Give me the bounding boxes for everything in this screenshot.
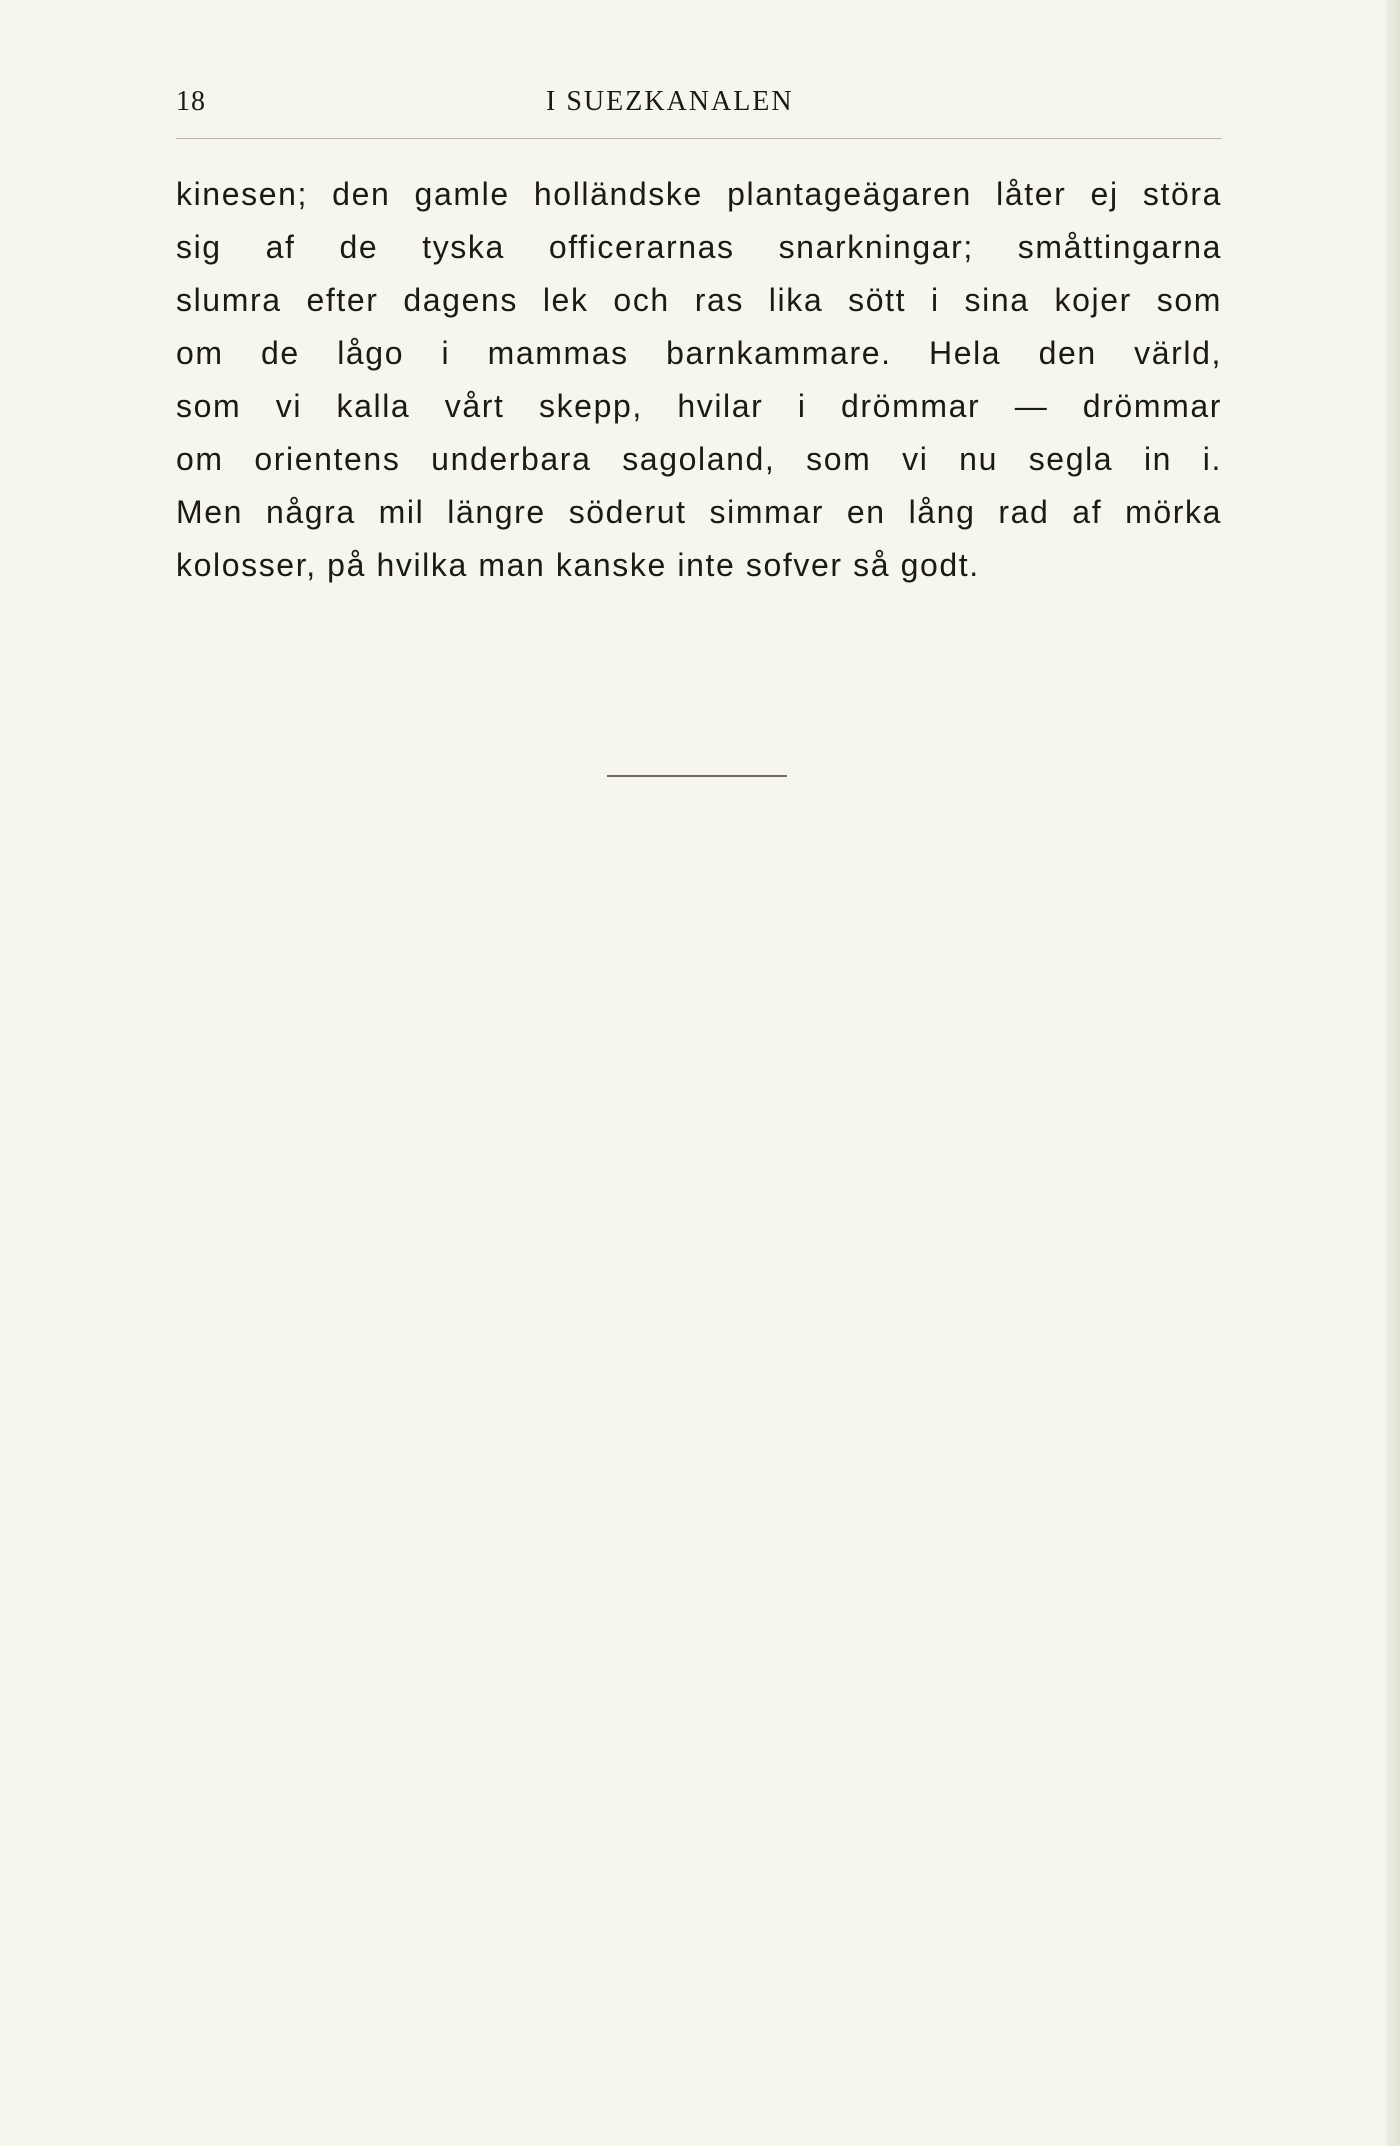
text-line: sig af de tyska officerarnas snarkningar; småttingarna bbox=[176, 229, 1222, 265]
body-paragraph bbox=[176, 168, 1222, 592]
running-title: I SUEZKANALEN bbox=[546, 86, 794, 117]
text-line: Men några mil längre söderut simmar en lång rad af mörka bbox=[176, 494, 1222, 530]
text-line: kinesen; den gamle holländske plantageägaren låter ej störa bbox=[176, 176, 1222, 212]
text-line: om orientens underbara sagoland, som vi nu segla in i. bbox=[176, 441, 1222, 477]
text-line: kolosser, på hvilka man kanske inte sofver så godt. bbox=[176, 547, 980, 583]
text-line: om de lågo i mammas barnkammare. Hela den värld, bbox=[176, 335, 1222, 371]
text-line: slumra efter dagens lek och ras lika sött i sina kojer som bbox=[176, 282, 1222, 318]
page-edge-shadow bbox=[1386, 0, 1400, 2146]
page-header bbox=[176, 86, 1222, 126]
page-number: 18 bbox=[176, 86, 206, 117]
header-rule bbox=[176, 138, 1222, 139]
text-line: som vi kalla vårt skepp, hvilar i drömmar — drömmar bbox=[176, 388, 1222, 424]
section-end-rule bbox=[607, 775, 787, 777]
